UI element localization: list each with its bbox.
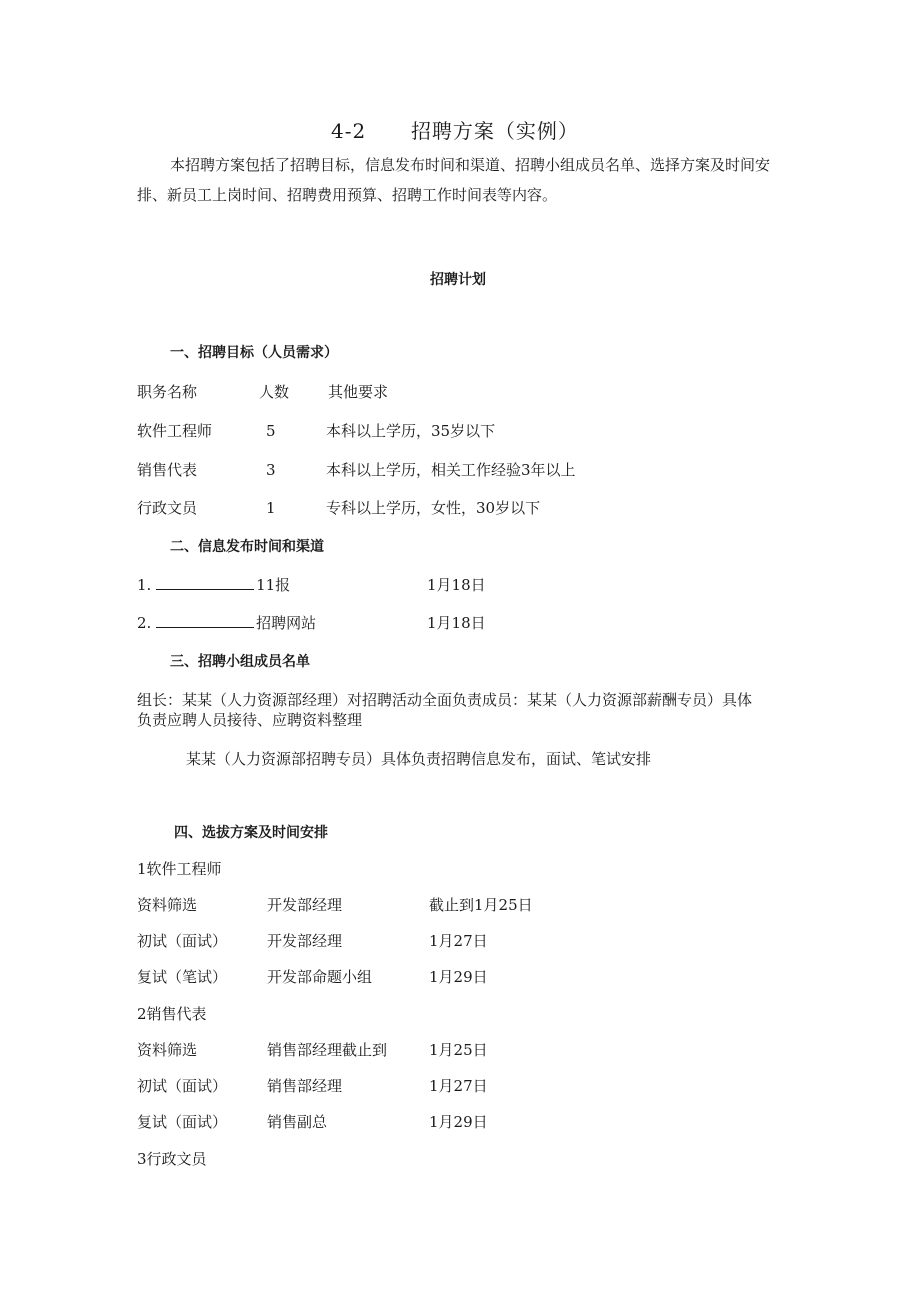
schedule-owner: 销售副总	[267, 1113, 328, 1131]
group-label: 2销售代表	[137, 1005, 207, 1023]
row-count: 3	[266, 461, 276, 479]
row-count: 5	[266, 422, 276, 440]
schedule-owner: 销售部经理	[267, 1077, 343, 1095]
schedule-stage: 初试（面试）	[137, 1077, 228, 1095]
channel-entry	[137, 575, 290, 595]
channel-date: 1月18日	[427, 614, 486, 632]
plan-heading: 招聘计划	[430, 272, 486, 288]
row-requirement: 本科以上学历，35岁以下	[326, 422, 496, 440]
group-label: 1软件工程师	[137, 860, 222, 878]
schedule-date: 1月27日	[429, 1077, 488, 1095]
section3-heading: 三、招聘小组成员名单	[170, 654, 310, 670]
schedule-owner: 开发部经理	[267, 896, 343, 914]
schedule-date: 截止到1月25日	[429, 896, 533, 914]
schedule-stage: 资料筛选	[137, 896, 198, 914]
fill-in-blank	[156, 613, 254, 628]
item-number: 1.	[137, 576, 152, 594]
column-header-count: 人数	[259, 383, 290, 401]
section1-heading: 一、招聘目标（人员需求）	[170, 345, 338, 361]
schedule-stage: 资料筛选	[137, 1041, 198, 1059]
channel-name: 11报	[256, 576, 291, 594]
channel-date: 1月18日	[427, 576, 486, 594]
title-text: 招聘方案（实例）	[410, 119, 579, 143]
intro-paragraph: 本招聘方案包括了招聘目标，信息发布时间和渠道、招聘小组成员名单、选择方案及时间安排、新员工上岗时间、招聘费用预算、招聘工作时间表等内容。	[137, 156, 771, 204]
schedule-stage: 复试（面试）	[137, 1113, 228, 1131]
page-title	[331, 118, 579, 144]
team-line-1: 组长：某某（人力资源部经理）对招聘活动全面负责成员：某某（人力资源部薪酬专员）具体	[137, 691, 753, 709]
schedule-stage: 初试（面试）	[137, 932, 228, 950]
group-label: 3行政文员	[137, 1150, 207, 1168]
schedule-owner: 开发部命题小组	[267, 968, 373, 986]
schedule-date: 1月29日	[429, 1113, 488, 1131]
team-line-3: 某某（人力资源部招聘专员）具体负责招聘信息发布，面试、笔试安排	[186, 750, 652, 768]
section2-heading: 二、信息发布时间和渠道	[170, 539, 324, 555]
row-count: 1	[266, 499, 276, 517]
channel-entry	[137, 613, 316, 633]
schedule-date: 1月29日	[429, 968, 488, 986]
team-line-2: 负责应聘人员接待、应聘资料整理	[137, 711, 363, 729]
schedule-owner: 开发部经理	[267, 932, 343, 950]
column-header-position: 职务名称	[137, 383, 198, 401]
channel-name: 招聘网站	[256, 614, 317, 632]
fill-in-blank	[156, 575, 254, 590]
schedule-date: 1月25日	[429, 1041, 488, 1059]
title-number: 4-2	[331, 119, 367, 143]
row-position: 行政文员	[137, 499, 198, 517]
row-position: 软件工程师	[137, 422, 213, 440]
schedule-owner: 销售部经理截止到	[267, 1041, 388, 1059]
section4-heading: 四、选拔方案及时间安排	[174, 825, 328, 841]
item-number: 2.	[137, 614, 152, 632]
row-requirement: 本科以上学历，相关工作经验3年以上	[326, 461, 576, 479]
column-header-requirement: 其他要求	[328, 383, 389, 401]
row-position: 销售代表	[137, 461, 198, 479]
row-requirement: 专科以上学历，女性，30岁以下	[326, 499, 541, 517]
schedule-stage: 复试（笔试）	[137, 968, 228, 986]
schedule-date: 1月27日	[429, 932, 488, 950]
